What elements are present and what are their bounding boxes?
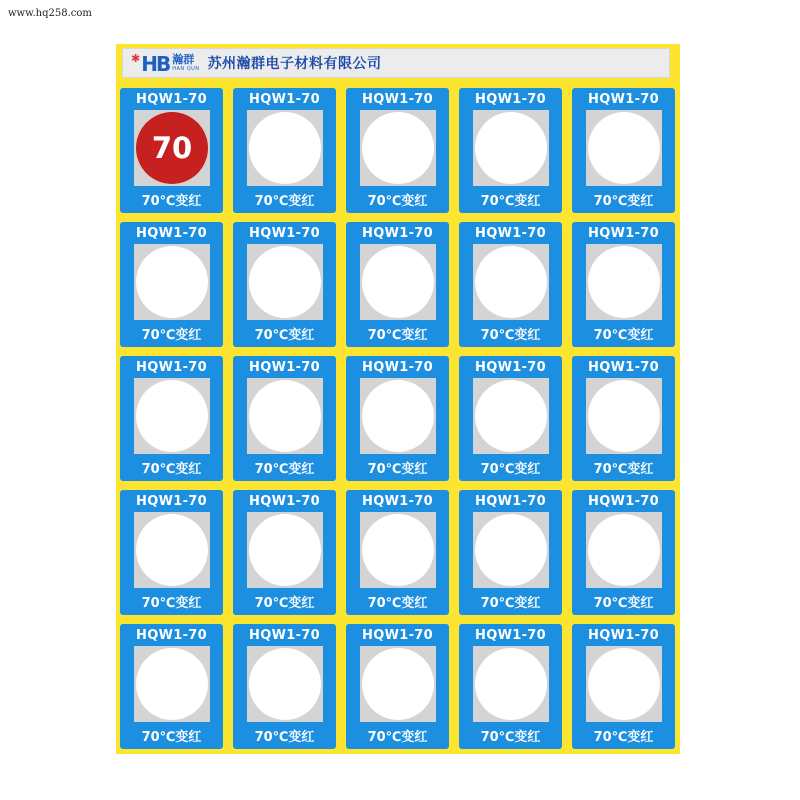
indicator-dot bbox=[362, 514, 434, 586]
label-caption: 70℃变红 bbox=[480, 462, 541, 477]
indicator-dot bbox=[249, 648, 321, 720]
indicator-window bbox=[247, 110, 323, 186]
indicator-window bbox=[247, 378, 323, 454]
indicator-dot bbox=[249, 112, 321, 184]
watermark-text: www.hq258.com bbox=[8, 8, 92, 19]
label-caption: 70℃变红 bbox=[367, 730, 428, 745]
temperature-label bbox=[346, 490, 449, 615]
indicator-dot bbox=[475, 514, 547, 586]
label-caption: 70℃变红 bbox=[593, 194, 654, 209]
company-logo bbox=[131, 50, 200, 76]
indicator-dot bbox=[136, 246, 208, 318]
temperature-label bbox=[233, 222, 336, 347]
label-model-number: HQW1-70 bbox=[362, 92, 433, 107]
indicator-dot bbox=[249, 246, 321, 318]
label-model-number: HQW1-70 bbox=[475, 494, 546, 509]
indicator-window bbox=[473, 512, 549, 588]
indicator-window bbox=[134, 512, 210, 588]
indicator-window bbox=[247, 244, 323, 320]
logo-mark bbox=[131, 52, 169, 74]
indicator-dot bbox=[136, 514, 208, 586]
label-model-number: HQW1-70 bbox=[475, 226, 546, 241]
label-model-number: HQW1-70 bbox=[362, 360, 433, 375]
temperature-label bbox=[346, 222, 449, 347]
indicator-window bbox=[247, 512, 323, 588]
indicator-window bbox=[134, 244, 210, 320]
label-caption: 70℃变红 bbox=[480, 194, 541, 209]
indicator-window bbox=[134, 110, 210, 186]
label-model-number: HQW1-70 bbox=[588, 92, 659, 107]
temperature-label bbox=[346, 356, 449, 481]
label-model-number: HQW1-70 bbox=[362, 628, 433, 643]
label-caption: 70℃变红 bbox=[141, 596, 202, 611]
temperature-label bbox=[346, 624, 449, 749]
label-model-number: HQW1-70 bbox=[362, 226, 433, 241]
indicator-dot bbox=[362, 246, 434, 318]
indicator-window bbox=[586, 646, 662, 722]
spark-icon: ✱ bbox=[131, 52, 141, 65]
indicator-dot bbox=[588, 514, 660, 586]
label-caption: 70℃变红 bbox=[367, 194, 428, 209]
label-caption: 70℃变红 bbox=[254, 462, 315, 477]
temperature-label bbox=[572, 356, 675, 481]
indicator-dot bbox=[362, 112, 434, 184]
label-caption: 70℃变红 bbox=[254, 194, 315, 209]
indicator-window bbox=[586, 378, 662, 454]
label-model-number: HQW1-70 bbox=[588, 226, 659, 241]
indicator-window bbox=[473, 646, 549, 722]
indicator-dot bbox=[136, 648, 208, 720]
indicator-window bbox=[134, 646, 210, 722]
temperature-label bbox=[459, 490, 562, 615]
temperature-label bbox=[233, 490, 336, 615]
indicator-dot bbox=[475, 246, 547, 318]
indicator-dot bbox=[249, 380, 321, 452]
temperature-label bbox=[120, 624, 223, 749]
header-bar bbox=[122, 48, 670, 78]
label-caption: 70℃变红 bbox=[254, 328, 315, 343]
label-caption: 70℃变红 bbox=[141, 194, 202, 209]
label-model-number: HQW1-70 bbox=[362, 494, 433, 509]
label-caption: 70℃变红 bbox=[480, 730, 541, 745]
temperature-label bbox=[233, 356, 336, 481]
label-caption: 70℃变红 bbox=[480, 596, 541, 611]
indicator-dot bbox=[475, 648, 547, 720]
label-model-number: HQW1-70 bbox=[136, 494, 207, 509]
logo-english-name: HAN QUN bbox=[172, 66, 200, 72]
label-caption: 70℃变红 bbox=[254, 596, 315, 611]
label-caption: 70℃变红 bbox=[593, 462, 654, 477]
label-model-number: HQW1-70 bbox=[249, 494, 320, 509]
temperature-label bbox=[459, 356, 562, 481]
label-caption: 70℃变红 bbox=[141, 462, 202, 477]
label-model-number: HQW1-70 bbox=[249, 226, 320, 241]
indicator-window bbox=[473, 110, 549, 186]
temperature-label bbox=[120, 490, 223, 615]
indicator-window bbox=[134, 378, 210, 454]
indicator-dot bbox=[136, 380, 208, 452]
indicator-window bbox=[360, 512, 436, 588]
indicator-window bbox=[586, 244, 662, 320]
temperature-label bbox=[120, 222, 223, 347]
temperature-label bbox=[572, 222, 675, 347]
label-model-number: HQW1-70 bbox=[475, 360, 546, 375]
indicator-window bbox=[473, 244, 549, 320]
indicator-window bbox=[360, 244, 436, 320]
indicator-dot bbox=[588, 380, 660, 452]
indicator-dot-triggered bbox=[136, 112, 208, 184]
indicator-window bbox=[360, 378, 436, 454]
label-caption: 70℃变红 bbox=[367, 596, 428, 611]
label-caption: 70℃变红 bbox=[367, 462, 428, 477]
logo-chinese-name: 瀚群 bbox=[172, 53, 195, 66]
label-model-number: HQW1-70 bbox=[588, 628, 659, 643]
temperature-label bbox=[572, 490, 675, 615]
label-model-number: HQW1-70 bbox=[249, 360, 320, 375]
label-sheet bbox=[116, 44, 680, 754]
temperature-label bbox=[572, 88, 675, 213]
indicator-dot bbox=[475, 112, 547, 184]
indicator-window bbox=[473, 378, 549, 454]
label-caption: 70℃变红 bbox=[254, 730, 315, 745]
indicator-dot bbox=[362, 648, 434, 720]
indicator-value: 70 bbox=[151, 131, 193, 165]
indicator-dot bbox=[588, 246, 660, 318]
label-caption: 70℃变红 bbox=[367, 328, 428, 343]
temperature-label bbox=[459, 624, 562, 749]
indicator-window bbox=[360, 110, 436, 186]
temperature-label bbox=[459, 88, 562, 213]
indicator-dot bbox=[588, 648, 660, 720]
label-model-number: HQW1-70 bbox=[588, 360, 659, 375]
temperature-label bbox=[346, 88, 449, 213]
label-caption: 70℃变红 bbox=[480, 328, 541, 343]
logo-monogram: HB bbox=[141, 52, 170, 76]
indicator-dot bbox=[475, 380, 547, 452]
label-model-number: HQW1-70 bbox=[588, 494, 659, 509]
company-name: 苏州瀚群电子材料有限公司 bbox=[207, 56, 382, 72]
label-caption: 70℃变红 bbox=[141, 328, 202, 343]
temperature-label bbox=[233, 624, 336, 749]
label-caption: 70℃变红 bbox=[593, 596, 654, 611]
temperature-label bbox=[120, 356, 223, 481]
label-model-number: HQW1-70 bbox=[136, 628, 207, 643]
label-caption: 70℃变红 bbox=[593, 328, 654, 343]
temperature-label bbox=[233, 88, 336, 213]
indicator-window bbox=[586, 110, 662, 186]
indicator-window bbox=[586, 512, 662, 588]
label-model-number: HQW1-70 bbox=[136, 226, 207, 241]
label-model-number: HQW1-70 bbox=[475, 628, 546, 643]
label-model-number: HQW1-70 bbox=[475, 92, 546, 107]
indicator-dot bbox=[362, 380, 434, 452]
temperature-label bbox=[459, 222, 562, 347]
indicator-dot bbox=[588, 112, 660, 184]
label-model-number: HQW1-70 bbox=[249, 92, 320, 107]
indicator-window bbox=[360, 646, 436, 722]
logo-text bbox=[172, 54, 199, 72]
label-caption: 70℃变红 bbox=[593, 730, 654, 745]
label-caption: 70℃变红 bbox=[141, 730, 202, 745]
indicator-dot bbox=[249, 514, 321, 586]
label-model-number: HQW1-70 bbox=[136, 92, 207, 107]
label-model-number: HQW1-70 bbox=[136, 360, 207, 375]
temperature-label bbox=[120, 88, 223, 213]
temperature-label bbox=[572, 624, 675, 749]
label-model-number: HQW1-70 bbox=[249, 628, 320, 643]
indicator-window bbox=[247, 646, 323, 722]
